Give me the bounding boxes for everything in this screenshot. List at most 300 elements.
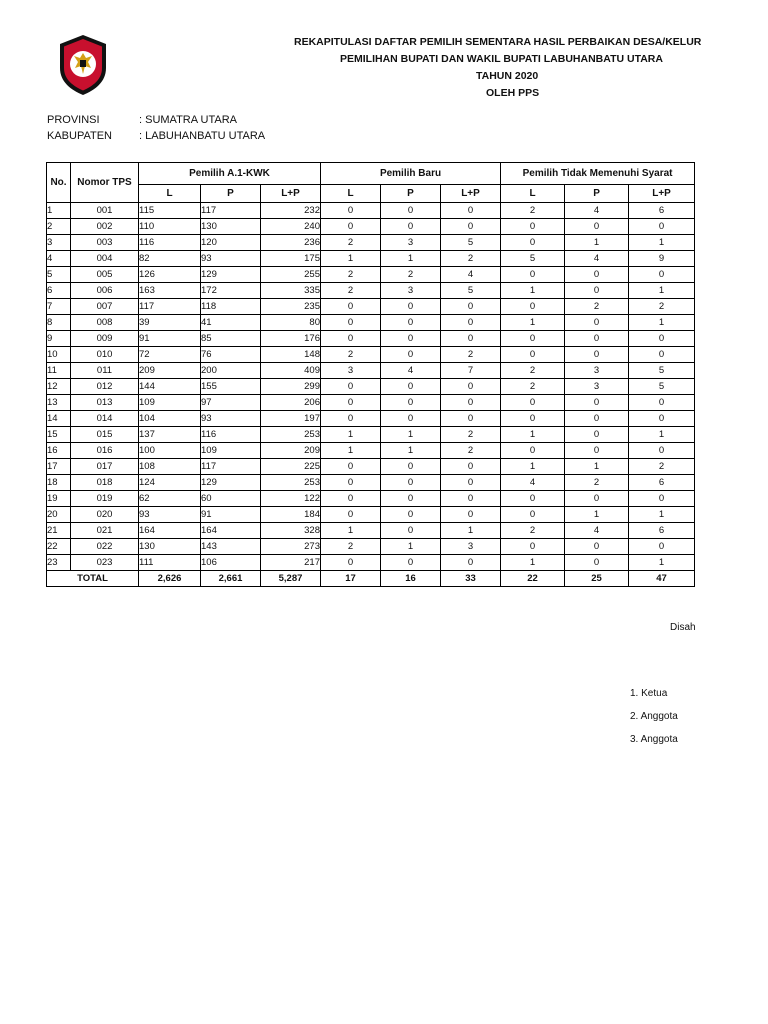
cell-a1-l: 116 — [139, 235, 201, 251]
cell-baru-p: 0 — [381, 331, 441, 347]
cell-tms-l: 0 — [501, 443, 565, 459]
cell-a1-p: 93 — [201, 251, 261, 267]
cell-a1-l: 108 — [139, 459, 201, 475]
cell-baru-l: 0 — [321, 459, 381, 475]
cell-a1-p: 109 — [201, 443, 261, 459]
cell-a1-l: 39 — [139, 315, 201, 331]
cell-baru-p: 0 — [381, 315, 441, 331]
cell-a1-p: 116 — [201, 427, 261, 443]
cell-tms-l: 0 — [501, 347, 565, 363]
cell-a1-p: 106 — [201, 555, 261, 571]
cell-a1-p: 120 — [201, 235, 261, 251]
cell-tps: 023 — [71, 555, 139, 571]
cell-tms-l: 0 — [501, 395, 565, 411]
cell-baru-lp: 0 — [441, 395, 501, 411]
table-row — [47, 411, 695, 427]
cell-baru-lp: 5 — [441, 283, 501, 299]
cell-no: 15 — [47, 427, 71, 443]
cell-tms-lp: 6 — [629, 203, 695, 219]
table-row — [47, 363, 695, 379]
cell-baru-l: 3 — [321, 363, 381, 379]
table-row — [47, 267, 695, 283]
cell-baru-p: 1 — [381, 427, 441, 443]
cell-tms-p: 1 — [565, 235, 629, 251]
cell-a1-p: 85 — [201, 331, 261, 347]
kpu-logo — [58, 34, 108, 96]
cell-tps: 017 — [71, 459, 139, 475]
cell-baru-lp: 3 — [441, 539, 501, 555]
cell-tms-lp: 0 — [629, 411, 695, 427]
cell-baru-lp: 0 — [441, 491, 501, 507]
cell-a1-lp: 240 — [261, 219, 321, 235]
cell-a1-l: 72 — [139, 347, 201, 363]
cell-no: 21 — [47, 523, 71, 539]
cell-a1-p: 97 — [201, 395, 261, 411]
province-value: : SUMATRA UTARA — [139, 114, 237, 126]
table-row — [47, 347, 695, 363]
cell-baru-lp: 0 — [441, 459, 501, 475]
cell-a1-p: 129 — [201, 267, 261, 283]
total-baru-lp: 33 — [441, 571, 501, 587]
table-row — [47, 331, 695, 347]
cell-baru-lp: 2 — [441, 427, 501, 443]
cell-baru-p: 0 — [381, 379, 441, 395]
cell-tms-l: 1 — [501, 283, 565, 299]
province-label: PROVINSI — [47, 114, 100, 126]
cell-no: 11 — [47, 363, 71, 379]
cell-tps: 021 — [71, 523, 139, 539]
cell-tms-p: 0 — [565, 539, 629, 555]
cell-tms-p: 0 — [565, 331, 629, 347]
cell-baru-p: 3 — [381, 283, 441, 299]
cell-tms-l: 0 — [501, 235, 565, 251]
table-row — [47, 235, 695, 251]
cell-no: 9 — [47, 331, 71, 347]
cell-no: 6 — [47, 283, 71, 299]
cell-baru-lp: 1 — [441, 523, 501, 539]
cell-baru-p: 0 — [381, 203, 441, 219]
cell-tms-lp: 1 — [629, 555, 695, 571]
cell-a1-lp: 148 — [261, 347, 321, 363]
cell-baru-lp: 0 — [441, 331, 501, 347]
header-group-a1-kwk: Pemilih A.1-KWK — [139, 163, 321, 185]
subheader-baru-p: P — [381, 185, 441, 203]
cell-no: 18 — [47, 475, 71, 491]
cell-tps: 008 — [71, 315, 139, 331]
cell-no: 2 — [47, 219, 71, 235]
title-line-3: TAHUN 2020 — [476, 70, 539, 82]
cell-baru-lp: 2 — [441, 443, 501, 459]
cell-tms-p: 4 — [565, 251, 629, 267]
cell-baru-l: 0 — [321, 379, 381, 395]
cell-tms-l: 2 — [501, 379, 565, 395]
info-row-province — [47, 112, 265, 128]
cell-tms-lp: 9 — [629, 251, 695, 267]
cell-baru-l: 2 — [321, 267, 381, 283]
cell-a1-l: 164 — [139, 523, 201, 539]
cell-no: 16 — [47, 443, 71, 459]
cell-baru-l: 2 — [321, 347, 381, 363]
cell-a1-l: 124 — [139, 475, 201, 491]
cell-tps: 013 — [71, 395, 139, 411]
cell-baru-p: 0 — [381, 507, 441, 523]
cell-a1-l: 93 — [139, 507, 201, 523]
cell-baru-l: 0 — [321, 203, 381, 219]
table-row — [47, 475, 695, 491]
cell-tms-l: 0 — [501, 411, 565, 427]
cell-tps: 004 — [71, 251, 139, 267]
cell-tps: 018 — [71, 475, 139, 491]
cell-tms-l: 2 — [501, 523, 565, 539]
cell-a1-l: 130 — [139, 539, 201, 555]
cell-tms-l: 1 — [501, 459, 565, 475]
cell-a1-lp: 197 — [261, 411, 321, 427]
cell-a1-p: 117 — [201, 203, 261, 219]
cell-baru-p: 0 — [381, 219, 441, 235]
cell-a1-lp: 206 — [261, 395, 321, 411]
cell-tms-p: 0 — [565, 315, 629, 331]
cell-tms-lp: 6 — [629, 475, 695, 491]
info-row-regency — [47, 128, 265, 144]
cell-baru-lp: 4 — [441, 267, 501, 283]
cell-tms-p: 4 — [565, 523, 629, 539]
cell-a1-l: 100 — [139, 443, 201, 459]
table-row — [47, 203, 695, 219]
cell-a1-lp: 255 — [261, 267, 321, 283]
cell-no: 14 — [47, 411, 71, 427]
cell-baru-lp: 7 — [441, 363, 501, 379]
cell-tps: 005 — [71, 267, 139, 283]
cell-tms-lp: 0 — [629, 219, 695, 235]
cell-baru-lp: 0 — [441, 555, 501, 571]
cell-a1-p: 117 — [201, 459, 261, 475]
table-row — [47, 395, 695, 411]
cell-no: 19 — [47, 491, 71, 507]
cell-tps: 003 — [71, 235, 139, 251]
table-row — [47, 219, 695, 235]
total-label: TOTAL — [47, 571, 139, 587]
cell-a1-p: 76 — [201, 347, 261, 363]
cell-baru-l: 0 — [321, 555, 381, 571]
cell-baru-l: 1 — [321, 523, 381, 539]
cell-tps: 015 — [71, 427, 139, 443]
cell-baru-p: 4 — [381, 363, 441, 379]
cell-a1-p: 200 — [201, 363, 261, 379]
cell-tps: 012 — [71, 379, 139, 395]
total-baru-p: 16 — [381, 571, 441, 587]
cell-baru-p: 1 — [381, 539, 441, 555]
cell-baru-l: 0 — [321, 507, 381, 523]
cell-tms-lp: 2 — [629, 299, 695, 315]
cell-no: 23 — [47, 555, 71, 571]
cell-a1-l: 209 — [139, 363, 201, 379]
title-line-1: REKAPITULASI DAFTAR PEMILIH SEMENTARA HASIL PERBAIKAN DESA/KELUR — [294, 36, 702, 48]
cell-a1-p: 91 — [201, 507, 261, 523]
cell-a1-p: 60 — [201, 491, 261, 507]
document-title — [250, 34, 768, 102]
total-a1-lp: 5,287 — [261, 571, 321, 587]
cell-tms-lp: 1 — [629, 283, 695, 299]
cell-a1-p: 129 — [201, 475, 261, 491]
cell-tms-l: 0 — [501, 331, 565, 347]
cell-tps: 010 — [71, 347, 139, 363]
cell-baru-lp: 0 — [441, 379, 501, 395]
subheader-tms-lp: L+P — [629, 185, 695, 203]
table-row — [47, 459, 695, 475]
cell-a1-lp: 209 — [261, 443, 321, 459]
cell-tps: 009 — [71, 331, 139, 347]
cell-baru-l: 0 — [321, 395, 381, 411]
cell-tms-l: 5 — [501, 251, 565, 267]
cell-tps: 019 — [71, 491, 139, 507]
cell-tms-lp: 2 — [629, 459, 695, 475]
cell-no: 7 — [47, 299, 71, 315]
cell-tms-l: 0 — [501, 299, 565, 315]
header-no: No. — [47, 163, 71, 203]
cell-baru-p: 0 — [381, 299, 441, 315]
cell-a1-l: 109 — [139, 395, 201, 411]
cell-a1-lp: 235 — [261, 299, 321, 315]
cell-tms-p: 2 — [565, 475, 629, 491]
cell-tms-lp: 0 — [629, 443, 695, 459]
cell-tps: 002 — [71, 219, 139, 235]
cell-tms-l: 0 — [501, 539, 565, 555]
table-body — [47, 203, 695, 571]
cell-baru-p: 0 — [381, 475, 441, 491]
cell-tms-p: 0 — [565, 219, 629, 235]
title-line-4: OLEH PPS — [486, 87, 540, 99]
cell-tms-p: 0 — [565, 555, 629, 571]
table-row — [47, 379, 695, 395]
cell-baru-l: 0 — [321, 411, 381, 427]
regency-value: : LABUHANBATU UTARA — [139, 130, 266, 142]
cell-a1-lp: 225 — [261, 459, 321, 475]
subheader-baru-l: L — [321, 185, 381, 203]
cell-no: 3 — [47, 235, 71, 251]
disahkan-label: Disah — [670, 622, 696, 633]
cell-baru-lp: 0 — [441, 507, 501, 523]
subheader-a1-l: L — [139, 185, 201, 203]
cell-tms-l: 0 — [501, 491, 565, 507]
cell-baru-lp: 0 — [441, 219, 501, 235]
cell-tms-p: 0 — [565, 443, 629, 459]
table-row — [47, 443, 695, 459]
cell-baru-l: 0 — [321, 299, 381, 315]
cell-tms-l: 0 — [501, 267, 565, 283]
cell-no: 1 — [47, 203, 71, 219]
kpu-logo-emblem — [58, 34, 108, 96]
cell-baru-l: 1 — [321, 251, 381, 267]
cell-tps: 011 — [71, 363, 139, 379]
cell-a1-lp: 253 — [261, 475, 321, 491]
cell-a1-lp: 217 — [261, 555, 321, 571]
cell-baru-p: 0 — [381, 411, 441, 427]
cell-baru-l: 2 — [321, 235, 381, 251]
cell-tms-lp: 1 — [629, 315, 695, 331]
cell-a1-p: 130 — [201, 219, 261, 235]
cell-tms-p: 0 — [565, 411, 629, 427]
header-group-pemilih-baru: Pemilih Baru — [321, 163, 501, 185]
cell-baru-l: 0 — [321, 491, 381, 507]
total-tms-lp: 47 — [629, 571, 695, 587]
cell-tms-lp: 0 — [629, 539, 695, 555]
cell-a1-lp: 80 — [261, 315, 321, 331]
cell-baru-lp: 0 — [441, 299, 501, 315]
cell-tms-l: 1 — [501, 427, 565, 443]
table-row — [47, 299, 695, 315]
cell-tms-p: 0 — [565, 395, 629, 411]
cell-tms-lp: 1 — [629, 427, 695, 443]
cell-baru-p: 3 — [381, 235, 441, 251]
cell-no: 5 — [47, 267, 71, 283]
cell-a1-lp: 253 — [261, 427, 321, 443]
total-baru-l: 17 — [321, 571, 381, 587]
cell-a1-lp: 335 — [261, 283, 321, 299]
cell-baru-lp: 0 — [441, 203, 501, 219]
cell-baru-lp: 0 — [441, 411, 501, 427]
cell-a1-p: 118 — [201, 299, 261, 315]
cell-tps: 022 — [71, 539, 139, 555]
cell-baru-lp: 2 — [441, 251, 501, 267]
cell-baru-l: 1 — [321, 427, 381, 443]
cell-tms-lp: 1 — [629, 235, 695, 251]
cell-a1-lp: 299 — [261, 379, 321, 395]
cell-a1-lp: 273 — [261, 539, 321, 555]
total-row — [47, 571, 695, 587]
cell-baru-p: 1 — [381, 443, 441, 459]
cell-baru-l: 0 — [321, 219, 381, 235]
cell-a1-lp: 122 — [261, 491, 321, 507]
header-group-tms: Pemilih Tidak Memenuhi Syarat — [501, 163, 695, 185]
cell-baru-lp: 0 — [441, 315, 501, 331]
regency-label: KABUPATEN — [47, 130, 112, 142]
cell-baru-lp: 5 — [441, 235, 501, 251]
cell-a1-p: 143 — [201, 539, 261, 555]
voter-recap-table — [46, 162, 695, 587]
cell-tms-lp: 6 — [629, 523, 695, 539]
cell-a1-l: 110 — [139, 219, 201, 235]
cell-no: 4 — [47, 251, 71, 267]
table-row — [47, 283, 695, 299]
cell-tms-lp: 5 — [629, 363, 695, 379]
cell-tms-p: 0 — [565, 267, 629, 283]
cell-tms-lp: 0 — [629, 267, 695, 283]
cell-a1-l: 104 — [139, 411, 201, 427]
cell-baru-p: 0 — [381, 347, 441, 363]
cell-a1-lp: 176 — [261, 331, 321, 347]
total-tms-l: 22 — [501, 571, 565, 587]
cell-a1-p: 41 — [201, 315, 261, 331]
cell-a1-l: 117 — [139, 299, 201, 315]
cell-tms-p: 0 — [565, 283, 629, 299]
cell-a1-lp: 184 — [261, 507, 321, 523]
cell-baru-p: 0 — [381, 523, 441, 539]
cell-tms-p: 1 — [565, 507, 629, 523]
cell-no: 17 — [47, 459, 71, 475]
cell-a1-p: 164 — [201, 523, 261, 539]
cell-a1-l: 137 — [139, 427, 201, 443]
cell-a1-l: 115 — [139, 203, 201, 219]
total-a1-l: 2,626 — [139, 571, 201, 587]
cell-no: 13 — [47, 395, 71, 411]
subheader-baru-lp: L+P — [441, 185, 501, 203]
table-row — [47, 315, 695, 331]
cell-a1-lp: 328 — [261, 523, 321, 539]
cell-a1-l: 144 — [139, 379, 201, 395]
cell-tms-lp: 0 — [629, 395, 695, 411]
table-row — [47, 491, 695, 507]
cell-tms-l: 0 — [501, 507, 565, 523]
cell-baru-l: 0 — [321, 315, 381, 331]
cell-a1-l: 126 — [139, 267, 201, 283]
cell-a1-p: 155 — [201, 379, 261, 395]
cell-tms-p: 0 — [565, 347, 629, 363]
cell-tms-p: 4 — [565, 203, 629, 219]
subheader-tms-p: P — [565, 185, 629, 203]
cell-tms-l: 4 — [501, 475, 565, 491]
region-info — [47, 112, 265, 144]
cell-baru-l: 2 — [321, 283, 381, 299]
header-nomor-tps: Nomor TPS — [71, 163, 139, 203]
cell-baru-l: 0 — [321, 475, 381, 491]
cell-tms-p: 3 — [565, 363, 629, 379]
subheader-tms-l: L — [501, 185, 565, 203]
table-row — [47, 539, 695, 555]
cell-tps: 016 — [71, 443, 139, 459]
signatory-anggota-2: 3. Anggota — [630, 734, 678, 745]
cell-baru-p: 0 — [381, 459, 441, 475]
cell-tps: 020 — [71, 507, 139, 523]
cell-tms-lp: 0 — [629, 347, 695, 363]
table-row — [47, 523, 695, 539]
cell-tms-l: 2 — [501, 203, 565, 219]
cell-a1-lp: 236 — [261, 235, 321, 251]
cell-tms-l: 0 — [501, 219, 565, 235]
cell-tms-l: 2 — [501, 363, 565, 379]
cell-tps: 006 — [71, 283, 139, 299]
cell-tms-lp: 5 — [629, 379, 695, 395]
cell-no: 20 — [47, 507, 71, 523]
signatory-anggota-1: 2. Anggota — [630, 711, 678, 722]
cell-baru-l: 0 — [321, 331, 381, 347]
table-row — [47, 427, 695, 443]
cell-baru-p: 0 — [381, 555, 441, 571]
cell-no: 12 — [47, 379, 71, 395]
cell-a1-l: 62 — [139, 491, 201, 507]
cell-tms-p: 3 — [565, 379, 629, 395]
cell-no: 22 — [47, 539, 71, 555]
cell-tms-lp: 0 — [629, 491, 695, 507]
cell-tms-p: 0 — [565, 427, 629, 443]
cell-a1-l: 91 — [139, 331, 201, 347]
cell-a1-lp: 232 — [261, 203, 321, 219]
cell-baru-l: 1 — [321, 443, 381, 459]
cell-tms-lp: 0 — [629, 331, 695, 347]
subheader-a1-p: P — [201, 185, 261, 203]
cell-baru-lp: 2 — [441, 347, 501, 363]
signatory-ketua: 1. Ketua — [630, 688, 668, 699]
cell-no: 10 — [47, 347, 71, 363]
total-a1-p: 2,661 — [201, 571, 261, 587]
cell-a1-p: 172 — [201, 283, 261, 299]
cell-baru-p: 1 — [381, 251, 441, 267]
table-row — [47, 251, 695, 267]
table-row — [47, 507, 695, 523]
cell-tps: 001 — [71, 203, 139, 219]
cell-a1-l: 82 — [139, 251, 201, 267]
cell-a1-l: 163 — [139, 283, 201, 299]
cell-tms-p: 1 — [565, 459, 629, 475]
